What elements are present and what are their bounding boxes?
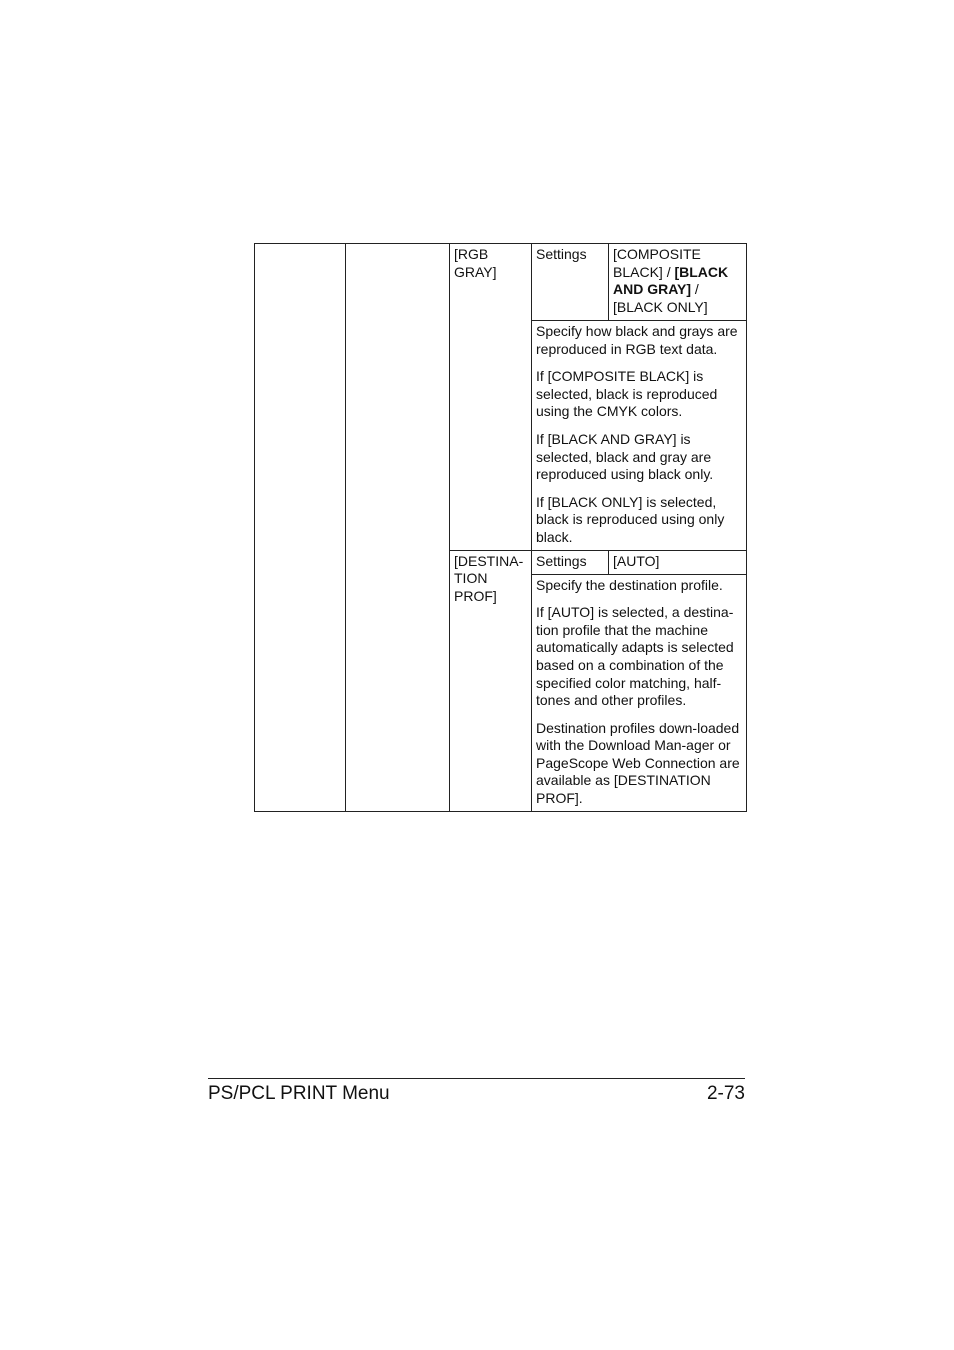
- description-paragraph: If [AUTO] is selected, a destina-tion profile that the machine automatically adapts is selected based on a combination of the specified color matching, half-tones and other profiles.: [536, 604, 734, 709]
- settings-label: Settings: [532, 550, 609, 574]
- description-paragraph: If [COMPOSITE BLACK] is selected, black is reproduced using the CMYK colors.: [536, 368, 718, 420]
- settings-label: Settings: [532, 244, 609, 321]
- settings-value-default: [BLACK AND GRAY]: [613, 263, 729, 298]
- description-paragraph: Destination profiles down-loaded with the Download Man-ager or PageScope Web Connection are available as [DESTINATION PROF].: [536, 719, 740, 807]
- description-paragraph: Specify how black and grays are reproduced in RGB text data.: [536, 323, 738, 357]
- settings-value-text: / [BLACK ONLY]: [613, 281, 708, 315]
- description-paragraph: If [BLACK ONLY] is selected, black is reproduced using only black.: [536, 493, 725, 545]
- table-row: [255, 244, 747, 321]
- description-paragraph: If [BLACK AND GRAY] is selected, black and gray are reproduced using black only.: [536, 430, 714, 483]
- empty-category-cell: [255, 244, 346, 812]
- settings-value: [AUTO]: [609, 550, 747, 574]
- page-number: 2-73: [706, 1083, 745, 1104]
- description-cell: [532, 321, 747, 551]
- description-cell: [532, 574, 747, 811]
- item-destination-prof: [DESTINA-TION PROF]: [450, 550, 532, 811]
- empty-subcategory-cell: [346, 244, 450, 812]
- footer-divider: [208, 1078, 745, 1079]
- description-paragraph: Specify the destination profile.: [536, 576, 723, 593]
- item-rgb-gray: [RGB GRAY]: [450, 244, 532, 551]
- settings-value: [609, 244, 747, 321]
- settings-value-text: [COMPOSITE BLACK] /: [613, 246, 701, 280]
- settings-table: [254, 243, 747, 812]
- footer-section-title: PS/PCL PRINT Menu: [208, 1083, 390, 1104]
